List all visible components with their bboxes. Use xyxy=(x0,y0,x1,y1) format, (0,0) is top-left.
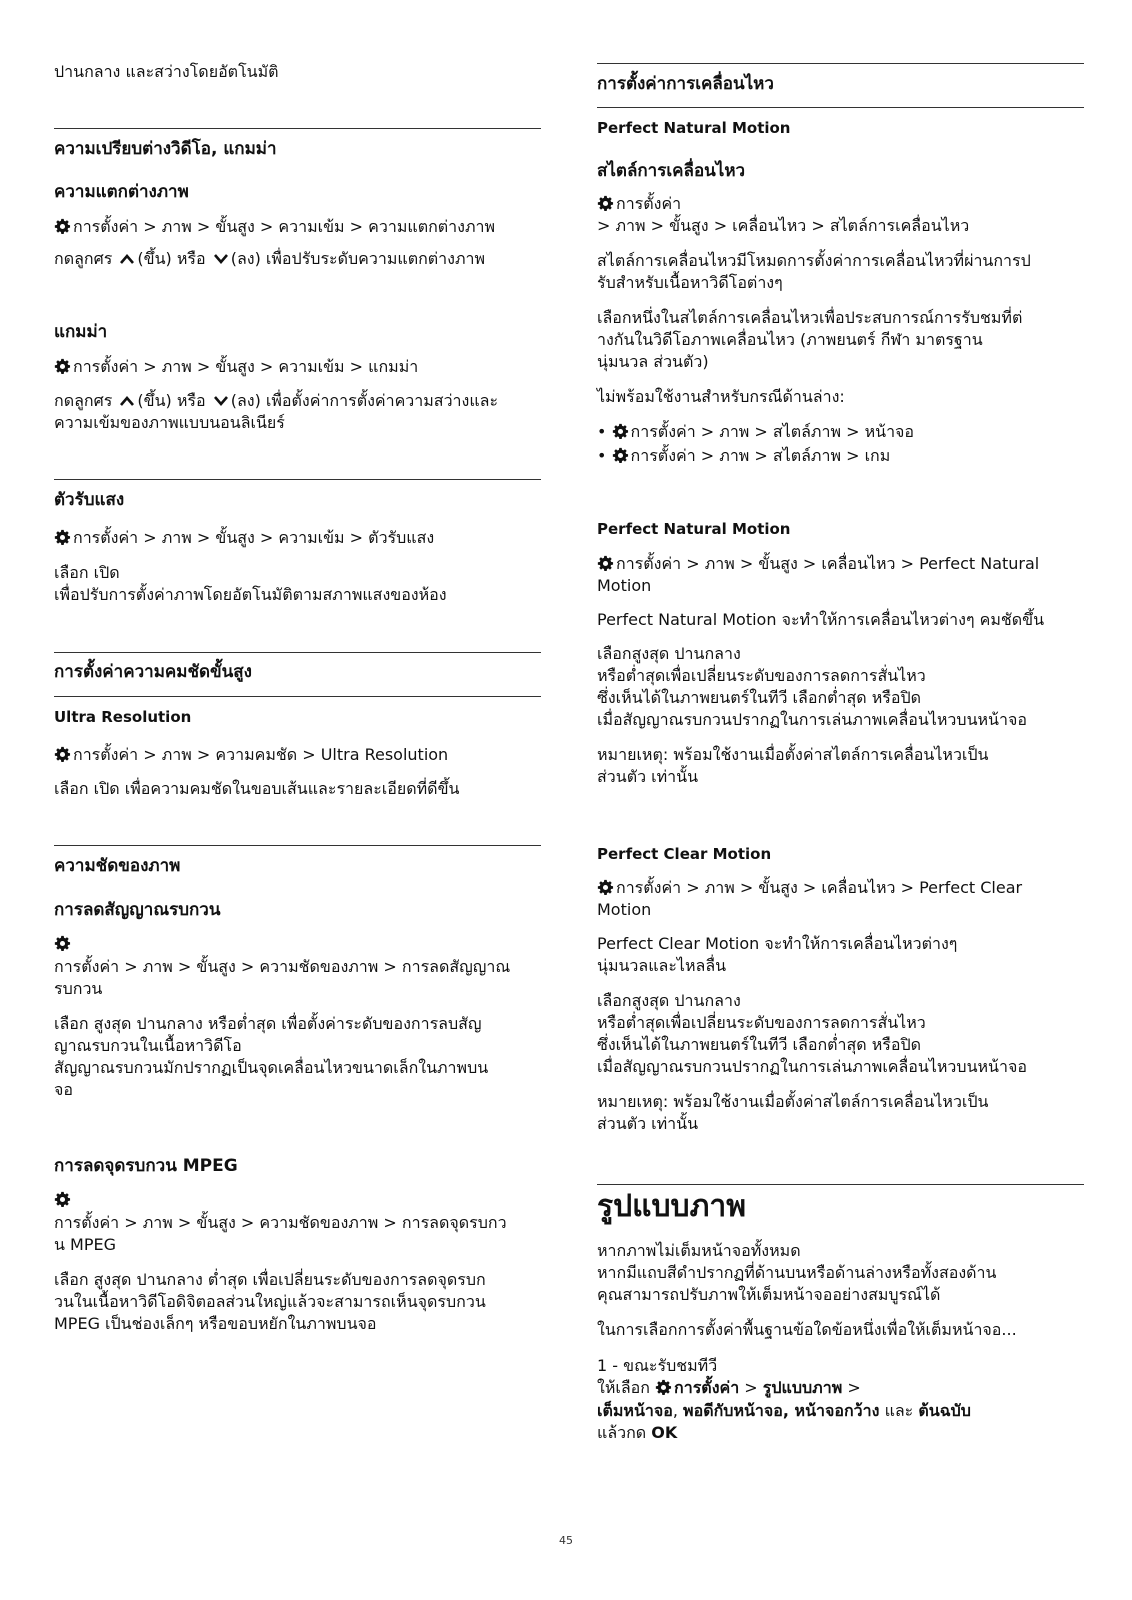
pcm-note-2: ส่วนตัว เท่านั้น xyxy=(597,1114,699,1133)
section-title-video-contrast: ความเปรียบต่างวิดีโอ, แกมม่า xyxy=(54,139,277,159)
pcm-desc-2: นุ่มนวลและไหลลื่น xyxy=(597,956,727,975)
section-title-clarity: ความชัดของภาพ xyxy=(54,856,181,876)
gamma-title: แกมม่า xyxy=(54,322,108,342)
pnm-select-3: ซึ่งเห็นได้ในภาพยนตร์ในทีวี เลือกต่ำสุด หรือปิด xyxy=(597,688,922,707)
pnm-note-1: หมายเหตุ: พร้อมใช้งานเมื่อตั้งค่าสไตล์การเคลื่อนไหวเป็น xyxy=(597,745,989,764)
pnm-path-line2: Motion xyxy=(597,576,652,595)
motion-style-desc-5: นุ่มนวล ส่วนตัว) xyxy=(597,352,709,371)
gear-icon xyxy=(612,447,629,464)
gear-icon xyxy=(612,423,629,440)
section-divider xyxy=(597,1184,1084,1185)
mpeg-path-line2: น MPEG xyxy=(54,1235,116,1254)
motion-style-desc-1: สไตล์การเคลื่อนไหวมีโหมดการตั้งค่าการเคลื่อนไหวที่ผ่านการป xyxy=(597,251,1031,270)
section-title-motion: การตั้งค่าการเคลื่อนไหว xyxy=(597,74,774,94)
motion-style-desc-3: เลือกหนึ่งในสไตล์การเคลื่อนไหวเพื่อประสบการณ์การรับชมที่ต่ xyxy=(597,308,1023,327)
contrast-path: การตั้งค่า > ภาพ > ขั้นสูง > ความเข้ม > ความแตกต่างภาพ xyxy=(54,216,541,238)
motion-style-path-line2: > ภาพ > ขั้นสูง > เคลื่อนไหว > สไตล์การเคลื่อนไหว xyxy=(597,216,970,235)
format-desc-4: ในการเลือกการตั้งค่าพื้นฐานข้อใดข้อหนึ่งเพื่อให้เต็มหน้าจอ... xyxy=(597,1320,1017,1339)
format-options: เต็มหน้าจอ, พอดีกับหน้าจอ, หน้าจอกว้าง และ ต้นฉบับ xyxy=(597,1401,971,1420)
noise-reduction-title: การลดสัญญาณรบกวน xyxy=(54,900,221,920)
gear-icon xyxy=(54,358,71,375)
gear-icon xyxy=(54,935,71,952)
gamma-instructions: กดลูกศร (ขึ้น) หรือ (ลง) เพื่อตั้งค่าการตั้งค่าความสว่างและ xyxy=(54,391,499,410)
mpeg-path-line1: การตั้งค่า > ภาพ > ขั้นสูง > ความชัดของภาพ > การลดจุดรบกว xyxy=(54,1213,507,1232)
pcm-path-line2: Motion xyxy=(597,900,652,919)
gear-icon xyxy=(597,879,614,896)
arrow-down-icon xyxy=(213,395,229,407)
noise-desc-4: จอ xyxy=(54,1080,73,1099)
gear-icon xyxy=(54,1191,71,1208)
noise-desc-1: เลือก สูงสุด ปานกลาง หรือต่ำสุด เพื่อตั้งค่าระดับของการลบสัญ xyxy=(54,1014,482,1033)
not-available-note: ไม่พร้อมใช้งานสำหรับกรณีด้านล่าง: xyxy=(597,387,845,406)
format-select-path: ให้เลือก การตั้งค่า > รูปแบบภาพ > xyxy=(597,1378,861,1397)
pcm-path-line1: การตั้งค่า > ภาพ > ขั้นสูง > เคลื่อนไหว > Perfect Clear xyxy=(597,877,1084,899)
pcm-select-3: ซึ่งเห็นได้ในภาพยนตร์ในทีวี เลือกต่ำสุด หรือปิด xyxy=(597,1035,922,1054)
pnm-select-4: เมื่อสัญญาณรบกวนปรากฏในการเล่นภาพเคลื่อนไหวบนหน้าจอ xyxy=(597,710,1027,729)
gear-icon xyxy=(54,746,71,763)
ultra-resolution-path: การตั้งค่า > ภาพ > ความคมชัด > Ultra Resolution xyxy=(54,744,541,766)
arrow-up-icon xyxy=(119,395,135,407)
section-divider xyxy=(597,107,1084,108)
light-sensor-line1: เลือก เปิด xyxy=(54,563,120,582)
format-desc-2: หากมีแถบสีดำปรากฏที่ด้านบนหรือด้านล่างหรือทั้งสองด้าน xyxy=(597,1263,997,1282)
intro-text: ปานกลาง และสว่างโดยอัตโนมัติ xyxy=(54,62,279,81)
section-divider xyxy=(597,63,1084,64)
format-desc-1: หากภาพไม่เต็มหน้าจอทั้งหมด xyxy=(597,1241,801,1260)
noise-desc-2: ญาณรบกวนในเนื้อหาวิดีโอ xyxy=(54,1036,242,1055)
mpeg-gear xyxy=(54,1189,541,1211)
motion-style-desc-2: รับสำหรับเนื้อหาวิดีโอต่างๆ xyxy=(597,273,783,292)
light-sensor-path: การตั้งค่า > ภาพ > ขั้นสูง > ความเข้ม > ตัวรับแสง xyxy=(54,527,541,549)
pcm-desc-1: Perfect Clear Motion จะทำให้การเคลื่อนไหวต่างๆ xyxy=(597,934,958,953)
gear-icon xyxy=(597,555,614,572)
contrast-instructions: กดลูกศร (ขึ้น) หรือ (ลง) เพื่อปรับระดับความแตกต่างภาพ xyxy=(54,249,486,268)
gamma-path: การตั้งค่า > ภาพ > ขั้นสูง > ความเข้ม > แกมม่า xyxy=(54,356,541,378)
perfect-natural-motion-label: Perfect Natural Motion xyxy=(597,119,791,137)
mpeg-desc-2: วนในเนื้อหาวิดีโอดิจิตอลส่วนใหญ่แล้วจะสามารถเห็นจุดรบกวน xyxy=(54,1292,486,1311)
motion-style-path-line1: การตั้งค่า xyxy=(597,193,1084,215)
gear-icon xyxy=(655,1379,672,1396)
mpeg-desc-1: เลือก สูงสุด ปานกลาง ต่ำสุด เพื่อเปลี่ยนระดับของการลดจุดรบก xyxy=(54,1270,486,1289)
bullet-item: • การตั้งค่า > ภาพ > สไตล์ภาพ > หน้าจอ xyxy=(597,422,915,441)
noise-desc-3: สัญญาณรบกวนมักปรากฏเป็นจุดเคลื่อนไหวขนาดเล็กในภาพบน xyxy=(54,1058,489,1077)
section-divider xyxy=(54,479,541,480)
section-divider xyxy=(54,696,541,697)
section-divider xyxy=(54,845,541,846)
ultra-resolution-title: Ultra Resolution xyxy=(54,708,192,726)
pcm-select-4: เมื่อสัญญาณรบกวนปรากฏในการเล่นภาพเคลื่อนไหวบนหน้าจอ xyxy=(597,1057,1027,1076)
ultra-resolution-desc: เลือก เปิด เพื่อความคมชัดในขอบเส้นและรายละเอียดที่ดีขึ้น xyxy=(54,779,460,798)
section-divider xyxy=(54,652,541,653)
section-title-picture-format: รูปแบบภาพ xyxy=(597,1189,746,1224)
gear-icon xyxy=(597,195,614,212)
gear-icon xyxy=(54,529,71,546)
pnm-path-line1: การตั้งค่า > ภาพ > ขั้นสูง > เคลื่อนไหว > Perfect Natural xyxy=(597,553,1084,575)
noise-gear xyxy=(54,933,541,955)
motion-style-title: สไตล์การเคลื่อนไหว xyxy=(597,161,746,181)
bullet-item: • การตั้งค่า > ภาพ > สไตล์ภาพ > เกม xyxy=(597,446,891,465)
section-divider xyxy=(54,128,541,129)
section-title-light-sensor: ตัวรับแสง xyxy=(54,490,125,510)
perfect-natural-motion-title: Perfect Natural Motion xyxy=(597,520,791,538)
pcm-select-2: หรือต่ำสุดเพื่อเปลี่ยนระดับของการลดการสั่นไหว xyxy=(597,1013,926,1032)
pnm-select-2: หรือต่ำสุดเพื่อเปลี่ยนระดับของการลดการสั่นไหว xyxy=(597,666,926,685)
gear-icon xyxy=(54,218,71,235)
section-title-sharpness: การตั้งค่าความคมชัดขั้นสูง xyxy=(54,662,252,682)
mpeg-desc-3: MPEG เป็นช่องเล็กๆ หรือขอบหยักในภาพบนจอ xyxy=(54,1314,377,1333)
arrow-down-icon xyxy=(213,253,229,265)
format-desc-3: คุณสามารถปรับภาพให้เต็มหน้าจออย่างสมบูรณ์ได้ xyxy=(597,1285,941,1304)
mpeg-title: การลดจุดรบกวน MPEG xyxy=(54,1156,238,1176)
page-number: 45 xyxy=(559,1534,573,1547)
pcm-select-1: เลือกสูงสุด ปานกลาง xyxy=(597,991,741,1010)
perfect-clear-motion-title: Perfect Clear Motion xyxy=(597,845,772,863)
arrow-up-icon xyxy=(119,253,135,265)
pnm-desc: Perfect Natural Motion จะทำให้การเคลื่อนไหวต่างๆ คมชัดขึ้น xyxy=(597,610,1045,629)
noise-path-line2: รบกวน xyxy=(54,979,103,998)
contrast-title: ความแตกต่างภาพ xyxy=(54,182,189,202)
noise-path-line1: การตั้งค่า > ภาพ > ขั้นสูง > ความชัดของภาพ > การลดสัญญาณ xyxy=(54,957,511,976)
pnm-note-2: ส่วนตัว เท่านั้น xyxy=(597,767,699,786)
format-step: 1 - ขณะรับชมทีวี xyxy=(597,1356,718,1375)
motion-style-desc-4: างกันในวิดีโอภาพเคลื่อนไหว (ภาพยนตร์ กีฬา มาตรฐาน xyxy=(597,330,983,349)
pcm-note-1: หมายเหตุ: พร้อมใช้งานเมื่อตั้งค่าสไตล์การเคลื่อนไหวเป็น xyxy=(597,1092,989,1111)
light-sensor-line2: เพื่อปรับการตั้งค่าภาพโดยอัตโนมัติตามสภาพแสงของห้อง xyxy=(54,585,447,604)
format-press-ok: แล้วกด OK xyxy=(597,1423,678,1442)
gamma-instructions-line2: ความเข้มของภาพแบบนอนลิเนียร์ xyxy=(54,413,285,432)
pnm-select-1: เลือกสูงสุด ปานกลาง xyxy=(597,644,741,663)
